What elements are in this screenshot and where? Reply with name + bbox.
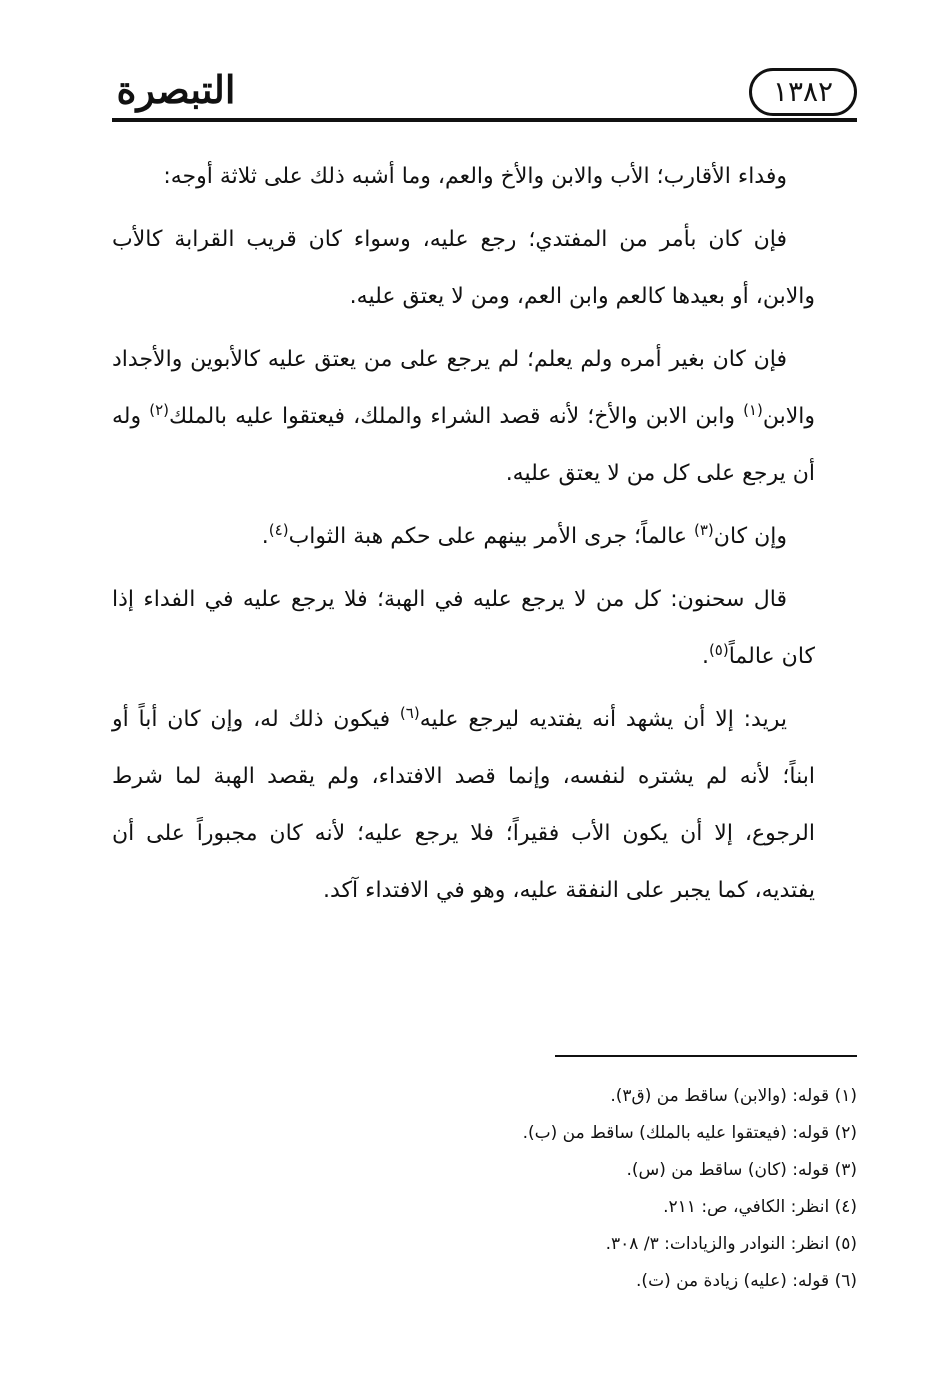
paragraph-text: . — [701, 644, 709, 669]
footnote-separator — [555, 1055, 857, 1057]
page-header — [112, 58, 857, 128]
paragraph-text: فإن كان بغير أمره ولم يعلم؛ لم يرجع على من يعتق عليه كالأبوين والأجداد والابن — [112, 347, 815, 429]
main-text — [112, 148, 815, 925]
footnote-ref-marker: (١) — [743, 401, 763, 419]
paragraph — [112, 571, 815, 685]
paragraph-text: فإن كان بأمر من المفتدي؛ رجع عليه، وسواء كان قريب القرابة كالأب والابن، أو بعيدها كالعم وابن العم، ومن لا يعتق عليه. — [112, 227, 815, 309]
paragraph-text: فيكون ذلك له، وإن كان أباً أو ابناً؛ لأنه لم يشتره لنفسه، وإنما قصد الافتداء، ولم يقصد الهبة لما شرط الرجوع، إلا أن يكون الأب فقيراً؛ فلا يرجع عليه؛ لأنه كان مجبوراً على أن يفتديه، كما يجبر على النفقة عليه، وهو في الافتداء آكد. — [112, 707, 815, 903]
paragraph — [112, 691, 815, 919]
book-title: التبصرة — [116, 67, 236, 112]
footnote-ref-marker: (٦) — [399, 704, 420, 722]
footnote-ref-marker: (٣) — [694, 521, 714, 539]
footnote-ref-marker: (٥) — [708, 641, 729, 659]
page-number: ١٣٨٢ — [772, 75, 834, 108]
footnote-4: (٤) انظر: الكافي، ص: ٢١١. — [663, 1197, 857, 1217]
footnote-3: (٣) قوله: (كان) ساقط من (س). — [626, 1160, 857, 1180]
header-rule — [112, 118, 857, 122]
paragraph-text: عالماً؛ جرى الأمر بينهم على حكم هبة الثواب — [288, 524, 694, 549]
footnote-2: (٢) قوله: (فيعتقوا عليه بالملك) ساقط من (ب). — [522, 1123, 857, 1143]
paragraph-text: وابن الابن والأخ؛ لأنه قصد الشراء والملك، فيعتقوا عليه بالملك — [168, 404, 744, 429]
paragraph-text: يريد: إلا أن يشهد أنه يفتديه ليرجع عليه — [419, 707, 787, 732]
paragraph-text: وله أن يرجع على كل من لا يعتق عليه. — [112, 404, 815, 486]
paragraph — [112, 331, 815, 502]
footnote-6: (٦) قوله: (عليه) زيادة من (ت). — [636, 1271, 857, 1291]
paragraph — [112, 211, 815, 325]
footnote-5: (٥) انظر: النوادر والزيادات: ٣/ ٣٠٨. — [605, 1234, 857, 1254]
paragraph-text: وإن كان — [713, 524, 787, 549]
footnote-ref-marker: (٤) — [268, 521, 289, 539]
paragraph — [112, 508, 815, 565]
paragraph-text: قال سحنون: كل من لا يرجع عليه في الهبة؛ فلا يرجع عليه في الفداء إذا كان عالماً — [112, 587, 815, 669]
footnote-1: (١) قوله: (والابن) ساقط من (ق٣). — [610, 1086, 857, 1106]
footnote-ref-marker: (٢) — [149, 401, 169, 419]
paragraph-text: وفداء الأقارب؛ الأب والابن والأخ والعم، وما أشبه ذلك على ثلاثة أوجه: — [163, 164, 787, 189]
footnotes — [430, 1078, 857, 1300]
page-number-frame — [749, 68, 857, 116]
paragraph — [112, 148, 815, 205]
paragraph-text: . — [261, 524, 269, 549]
